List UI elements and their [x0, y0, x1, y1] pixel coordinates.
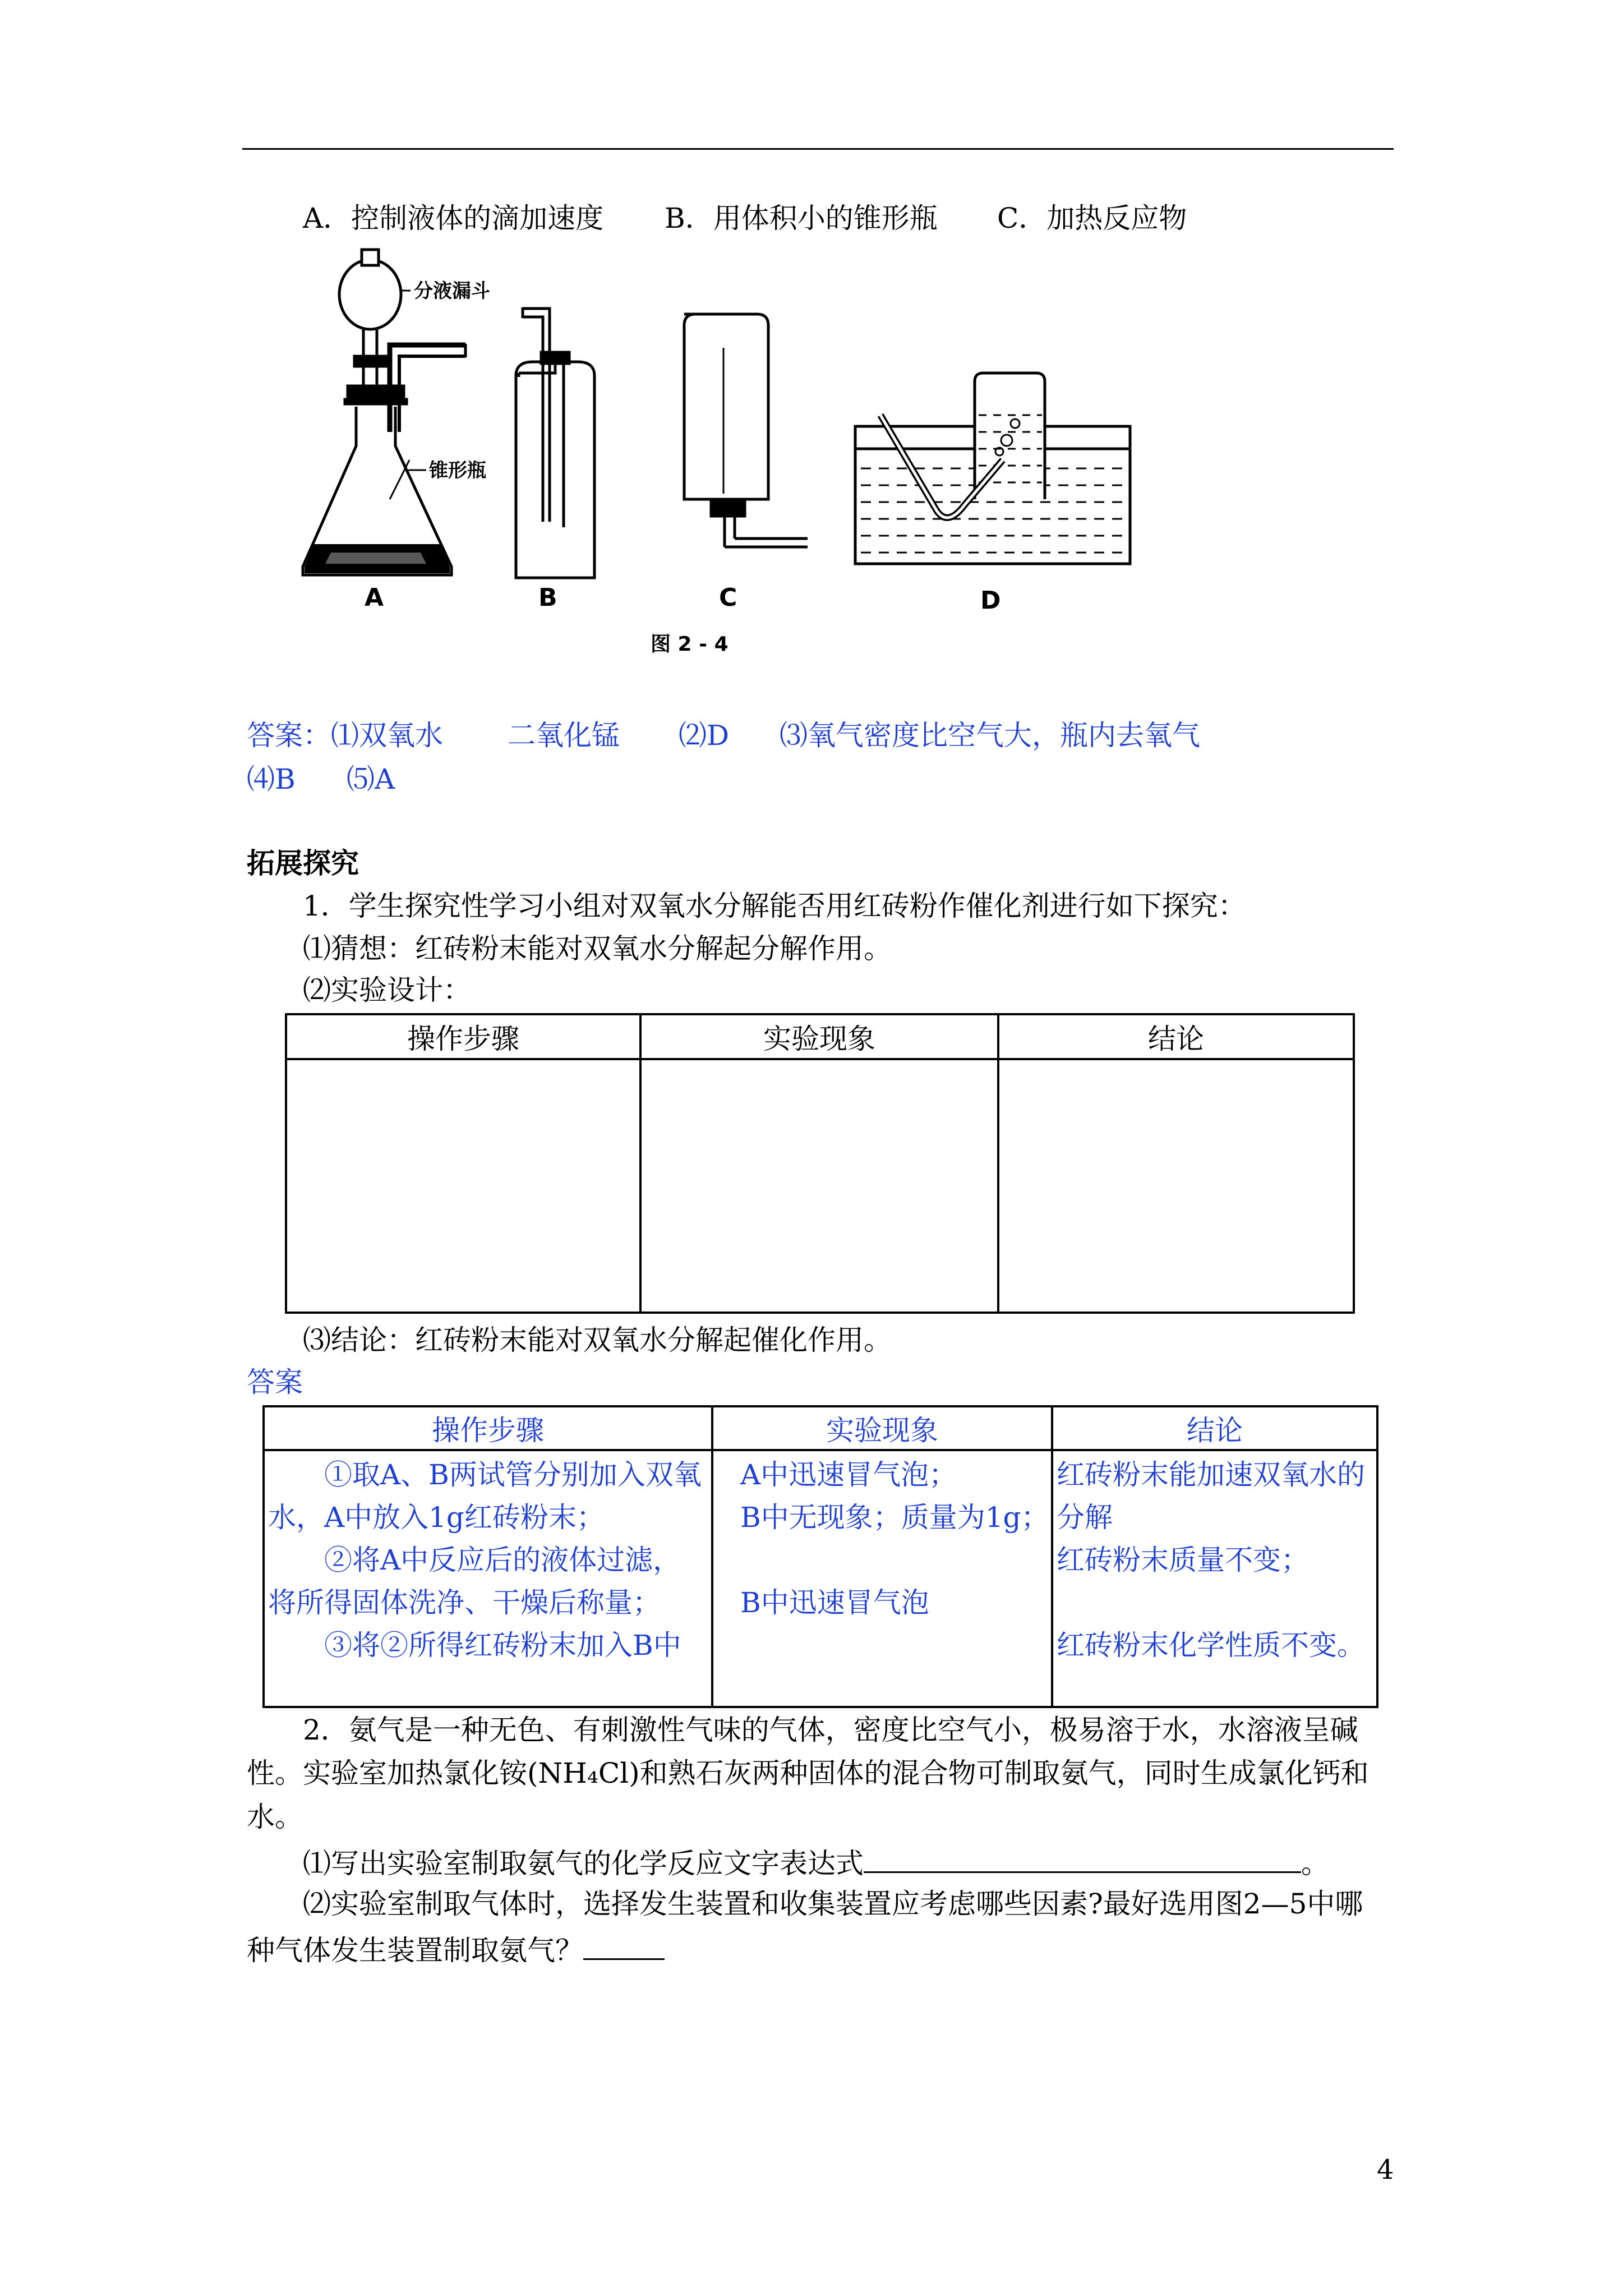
blank-header-phenomena: 实验现象 — [640, 1014, 998, 1059]
conclusion-line: 分解 — [1057, 1501, 1113, 1534]
q2-sub2-blank[interactable] — [583, 1926, 665, 1960]
q2-line1: 2．氨气是一种无色、有刺激性气味的气体，密度比空气小，极易溶于水，水溶液呈碱 — [303, 1714, 1358, 1746]
step-line: ①取A、B两试管分别加入双氧 — [324, 1458, 702, 1491]
option-a: A．控制液体的滴加速度 — [303, 202, 604, 234]
q2-sub2-line1: ⑵实验室制取气体时，选择发生装置和收集装置应考虑哪些因素?最好选用图2—5中哪 — [303, 1888, 1363, 1920]
conclusion-line: 红砖粉末质量不变； — [1057, 1544, 1309, 1576]
experiment-table-blank — [285, 1013, 1355, 1314]
step-line: 水，A中放入1g红砖粉末； — [268, 1501, 605, 1534]
option-c: C．加热反应物 — [997, 202, 1187, 234]
figure-caption: 图 2 - 4 — [651, 633, 728, 656]
answer-header-steps: 操作步骤 — [264, 1406, 712, 1450]
label-a: A — [365, 583, 384, 612]
label-d: D — [980, 586, 1001, 615]
phenomenon-line — [740, 1539, 1049, 1581]
q2-sub1-blank[interactable] — [864, 1839, 1301, 1873]
apparatus-c — [684, 314, 808, 547]
blank-cell-steps[interactable] — [286, 1059, 640, 1313]
header-rule — [242, 148, 1394, 150]
answer-header-phenomena: 实验现象 — [712, 1406, 1052, 1450]
blank-cell-phenomena[interactable] — [640, 1059, 998, 1313]
q1-guess: ⑴猜想：红砖粉末能对双氧水分解起分解作用。 — [303, 932, 892, 965]
page-number: 4 — [1377, 2154, 1394, 2185]
apparatus-d — [855, 373, 1130, 564]
answer1-part3: ⑵D — [679, 719, 730, 752]
conclusion-line — [1057, 1581, 1374, 1624]
apparatus-b — [516, 307, 594, 578]
q2-sub1 — [303, 1839, 1329, 1885]
conclusion-line: 红砖粉末能加速双氧水的 — [1057, 1458, 1365, 1491]
phenomenon-line: B中无现象；质量为1g； — [740, 1501, 1049, 1534]
q2-sub2-text: 种气体发生装置制取氨气？ — [247, 1934, 583, 1967]
answer1-part6: ⑸A — [347, 763, 395, 795]
answer1-part1: 答案：⑴双氧水 — [247, 719, 443, 752]
answer1-part2: 二氧化锰 — [508, 719, 620, 752]
answer1-part5: ⑷B — [247, 763, 296, 795]
conclusion-line: 红砖粉末化学性质不变。 — [1057, 1629, 1365, 1662]
q1-conclusion: ⑶结论：红砖粉末能对双氧水分解起催化作用。 — [303, 1324, 892, 1356]
section-heading: 拓展探究 — [247, 846, 359, 880]
apparatus-figure — [292, 247, 1161, 673]
q2-line3: 水。 — [247, 1801, 303, 1833]
experiment-table-answer — [262, 1405, 1378, 1708]
blank-header-steps: 操作步骤 — [286, 1014, 640, 1059]
q1-design: ⑵实验设计： — [303, 974, 471, 1006]
phenomenon-line: B中迅速冒气泡 — [740, 1586, 929, 1619]
label-separatory-funnel: 分液漏斗 — [414, 280, 490, 302]
step-line: 将所得固体洗净、干燥后称量； — [268, 1586, 661, 1619]
label-c: C — [719, 583, 737, 612]
q1-intro: 1．学生探究性学习小组对双氧水分解能否用红砖粉作催化剂进行如下探究： — [303, 890, 1246, 922]
q2-sub1-text: ⑴写出实验室制取氨气的化学反应文字表达式 — [303, 1847, 864, 1880]
answer-header-conclusion: 结论 — [1052, 1406, 1377, 1450]
blank-cell-conclusion[interactable] — [998, 1059, 1354, 1313]
answer-cell-steps — [264, 1450, 712, 1707]
step-line: ③将②所得红砖粉末加入B中 — [324, 1629, 681, 1662]
phenomenon-line: A中迅速冒气泡； — [740, 1458, 957, 1491]
blank-header-conclusion: 结论 — [998, 1014, 1354, 1059]
label-b: B — [538, 583, 557, 612]
q2-sub2-line2 — [247, 1926, 665, 1972]
q2-line2: 性。实验室加热氯化铵(NH₄Cl)和熟石灰两种固体的混合物可制取氨气，同时生成氯化钙和 — [247, 1757, 1369, 1789]
answer2-label: 答案 — [247, 1366, 303, 1398]
step-line: ②将A中反应后的液体过滤， — [324, 1544, 681, 1576]
q2-sub1-end: 。 — [1301, 1847, 1329, 1880]
answer1-part4: ⑶氧气密度比空气大，瓶内去氧气 — [780, 719, 1200, 752]
answer-cell-phenomena — [712, 1450, 1052, 1707]
label-conical-flask: 锥形瓶 — [429, 459, 486, 482]
answer-cell-conclusion — [1052, 1450, 1377, 1707]
option-b: B．用体积小的锥形瓶 — [665, 202, 938, 234]
